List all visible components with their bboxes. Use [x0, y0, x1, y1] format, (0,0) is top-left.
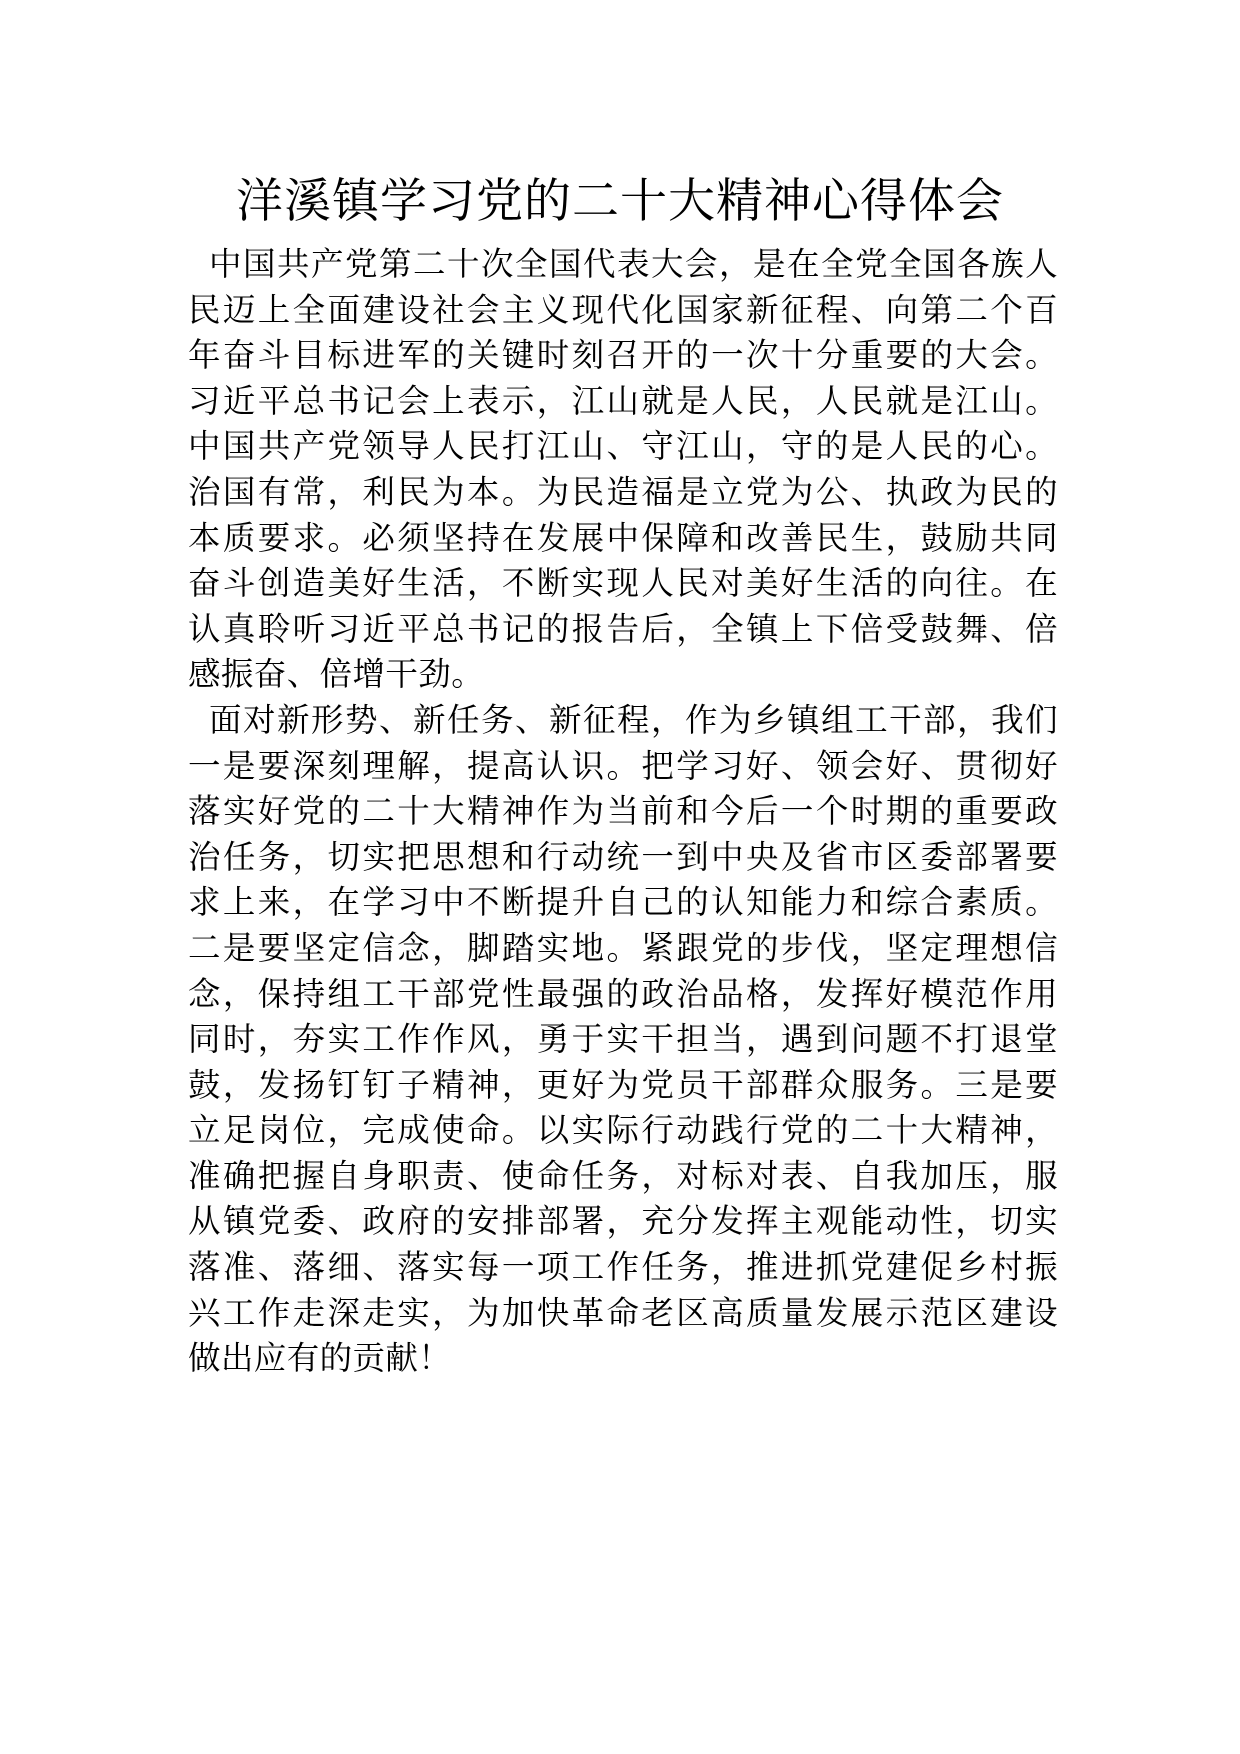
paragraph-line: 年奋斗目标进军的关键时刻召开的一次十分重要的大会。	[188, 336, 1058, 375]
paragraph-line: 中国共产党领导人民打江山、守江山，守的是人民的心。	[188, 427, 1058, 466]
paragraph-1	[188, 242, 1058, 698]
document-title: 洋溪镇学习党的二十大精神心得体会	[236, 174, 1004, 229]
paragraph-line: 落准、落细、落实每一项工作任务，推进抓党建促乡村振	[188, 1248, 1058, 1287]
paragraph-line: 一是要深刻理解，提高认识。把学习好、领会好、贯彻好	[188, 746, 1058, 785]
paragraph-line: 民迈上全面建设社会主义现代化国家新征程、向第二个百	[188, 290, 1058, 329]
document-body	[188, 242, 1058, 1382]
paragraph-line: 求上来，在学习中不断提升自己的认知能力和综合素质。	[188, 883, 1058, 922]
paragraph-line: 兴工作走深走实，为加快革命老区高质量发展示范区建设	[188, 1293, 1058, 1332]
paragraph-line: 念，保持组工干部党性最强的政治品格，发挥好模范作用	[188, 974, 1058, 1013]
paragraph-line: 治任务，切实把思想和行动统一到中央及省市区委部署要	[188, 837, 1058, 876]
paragraph-line: 鼓，发扬钉钉子精神，更好为党员干部群众服务。三是要	[188, 1065, 1058, 1104]
paragraph-line: 立足岗位，完成使命。以实际行动践行党的二十大精神，	[188, 1111, 1058, 1150]
paragraph-line: 从镇党委、政府的安排部署，充分发挥主观能动性，切实	[188, 1202, 1058, 1241]
paragraph-line: 中国共产党第二十次全国代表大会，是在全党全国各族人	[209, 245, 1058, 283]
paragraph-line: 面对新形势、新任务、新征程，作为乡镇组工干部，我们	[209, 700, 1058, 739]
paragraph-line: 二是要坚定信念，脚踏实地。紧跟党的步伐，坚定理想信	[188, 928, 1058, 967]
paragraph-line: 治国有常，利民为本。为民造福是立党为公、执政为民的	[188, 472, 1058, 511]
paragraph-line: 感振奋、倍增干劲。	[188, 655, 485, 694]
paragraph-line: 认真聆听习近平总书记的报告后，全镇上下倍受鼓舞、倍	[188, 609, 1058, 648]
paragraph-line: 准确把握自身职责、使命任务，对标对表、自我加压，服	[188, 1156, 1058, 1195]
paragraph-line: 本质要求。必须坚持在发展中保障和改善民生，鼓励共同	[188, 518, 1058, 557]
paragraph-line: 习近平总书记会上表示，江山就是人民，人民就是江山。	[188, 381, 1058, 420]
paragraph-line: 做出应有的贡献！	[188, 1339, 452, 1378]
paragraph-line: 同时，夯实工作作风，勇于实干担当，遇到问题不打退堂	[188, 1020, 1058, 1059]
paragraph-2	[188, 698, 1058, 1382]
paragraph-line: 落实好党的二十大精神作为当前和今后一个时期的重要政	[188, 792, 1058, 831]
paragraph-line: 奋斗创造美好生活，不断实现人民对美好生活的向往。在	[188, 564, 1058, 603]
